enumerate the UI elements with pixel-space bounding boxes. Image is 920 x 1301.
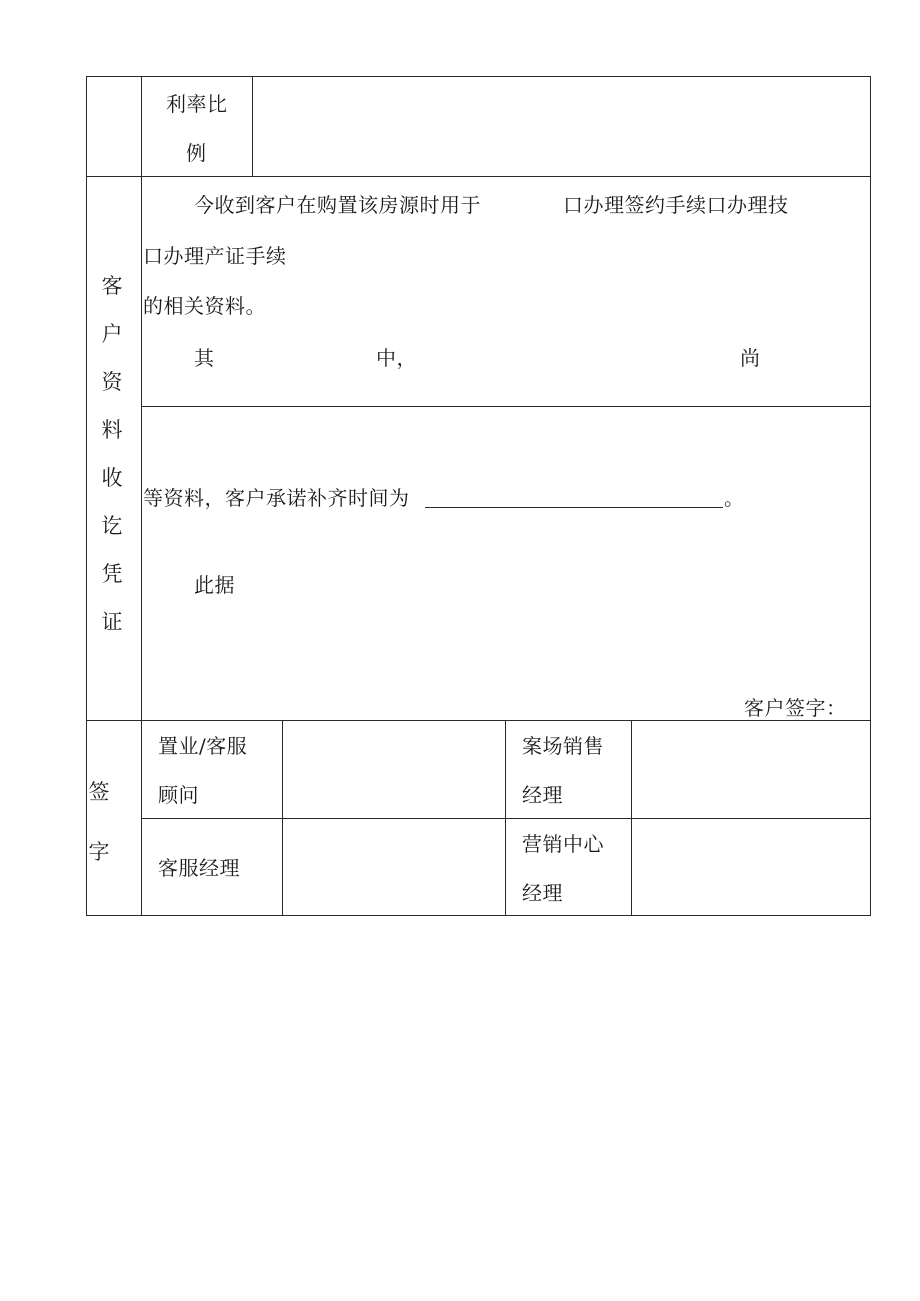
receipt-line1-b: 口办理签约手续口办理技 (563, 193, 789, 217)
receipt-line4-a: 其 (194, 346, 215, 370)
service-manager-label: 客服经理 (158, 856, 240, 880)
receipt-side-char-1: 客 (101, 274, 123, 298)
completion-date-blank[interactable] (425, 507, 723, 508)
table-border-bottom (86, 915, 871, 916)
table-col-sign-b (505, 720, 506, 916)
marketing-manager-label-line2: 经理 (522, 881, 563, 905)
table-divider-rate (86, 176, 871, 177)
table-col-label (141, 76, 142, 916)
receipt-side-char-6: 讫 (101, 514, 123, 538)
sales-manager-label-line1: 案场销售 (522, 734, 604, 758)
receipt-line4-b: 中， (376, 346, 417, 370)
sign-side-char-2: 字 (88, 840, 110, 864)
table-border-right (870, 76, 871, 916)
consultant-signature-cell[interactable] (283, 721, 505, 818)
sales-manager-label-line2: 经理 (522, 783, 563, 807)
receipt-line2: 口办理产证手续 (143, 244, 287, 268)
marketing-manager-signature-cell[interactable] (632, 819, 870, 915)
receipt-side-char-2: 户 (101, 322, 123, 346)
sign-side-label (86, 780, 112, 888)
receipt-line5-end: 。 (724, 486, 745, 510)
rate-label-line1: 利率比 (166, 92, 228, 116)
receipt-side-char-7: 凭 (101, 562, 123, 586)
consultant-label-line1: 置业/客服 (158, 734, 248, 758)
receipt-line3: 的相关资料。 (143, 294, 266, 318)
service-manager-signature-cell[interactable] (283, 819, 505, 915)
receipt-side-label (99, 274, 125, 658)
receipt-line4-c: 尚 (740, 346, 761, 370)
marketing-manager-label-line1: 营销中心 (522, 832, 604, 856)
sales-manager-signature-cell[interactable] (632, 721, 870, 818)
rate-value-cell[interactable] (253, 77, 870, 176)
table-divider-inner (141, 406, 871, 407)
receipt-line1-a: 今收到客户在购置该房源时用于 (194, 193, 481, 217)
rate-label-line2: 例 (186, 141, 207, 165)
receipt-side-char-3: 资 (101, 370, 123, 394)
receipt-side-char-8: 证 (101, 610, 123, 634)
receipt-line6: 此据 (194, 573, 235, 597)
receipt-side-char-4: 料 (101, 418, 123, 442)
receipt-line5: 等资料，客户承诺补齐时间为 (143, 486, 410, 510)
receipt-side-char-5: 收 (101, 466, 123, 490)
sign-side-char-1: 签 (88, 780, 110, 804)
consultant-label-line2: 顾问 (158, 783, 199, 807)
customer-signature-label: 客户签字： (744, 696, 847, 720)
